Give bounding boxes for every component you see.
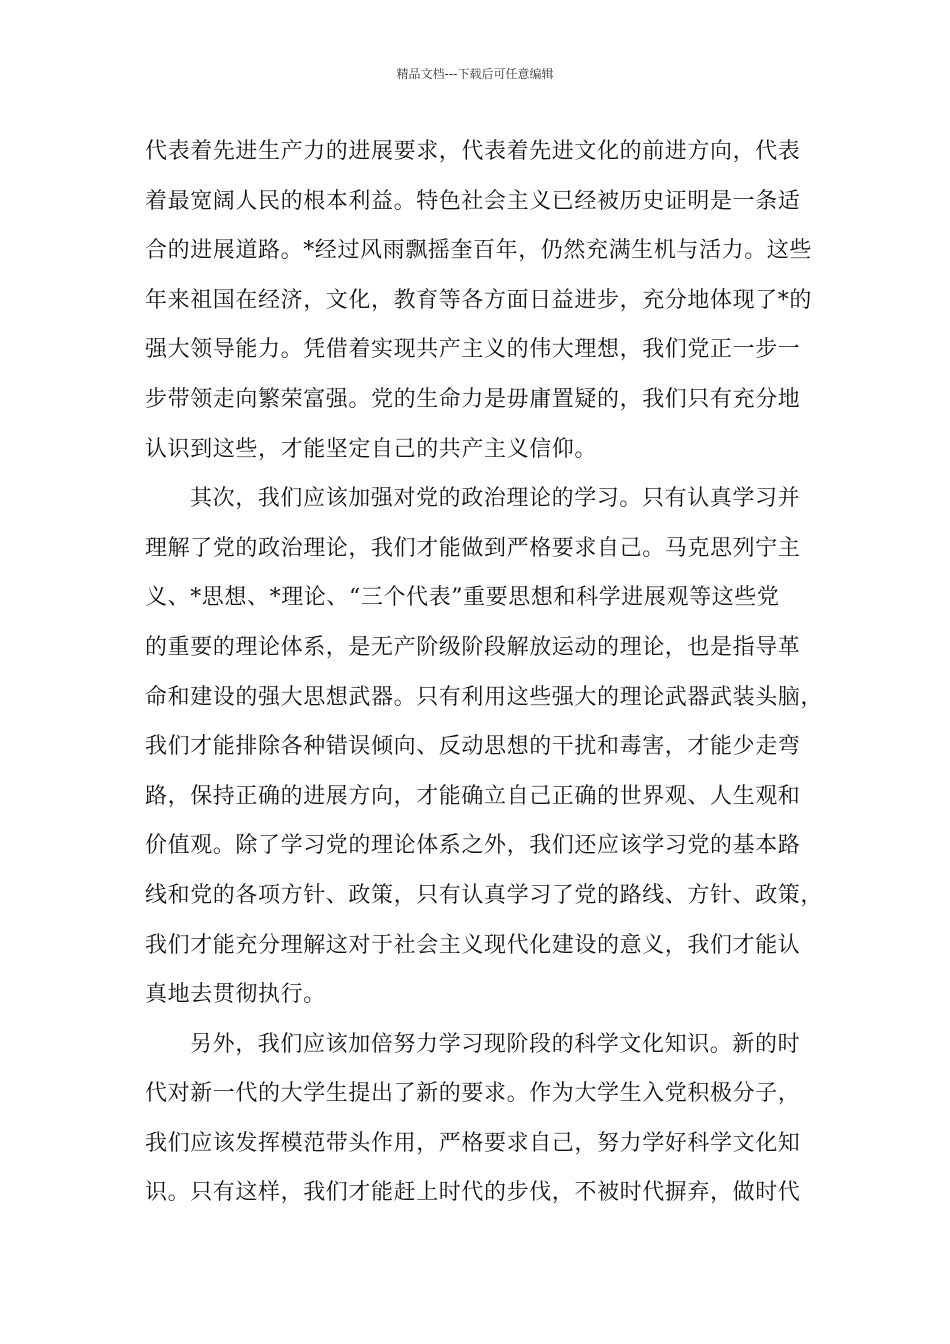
text-line: 的重要的理论体系，是无产阶级阶段解放运动的理论，也是指导革 <box>145 634 801 660</box>
text-line: 着最宽阔人民的根本利益。特色社会主义已经被历史证明是一条适 <box>145 188 801 214</box>
text-line: 我们才能排除各种错误倾向、反动思想的干扰和毒害，才能少走弯 <box>145 734 801 760</box>
text-line: 命和建设的强大思想武器。只有利用这些强大的理论武器武装头脑， <box>145 684 824 710</box>
paragraph-2 <box>145 479 825 1025</box>
text-line: 我们才能充分理解这对于社会主义现代化建设的意义，我们才能认 <box>145 932 801 958</box>
text-line: 价值观。除了学习党的理论体系之外，我们还应该学习党的基本路 <box>145 833 801 859</box>
text-line: 路，保持正确的进展方向，才能确立自己正确的世界观、人生观和 <box>145 783 801 809</box>
document-body <box>145 132 825 1223</box>
paragraph-1 <box>145 132 825 479</box>
text-line: 强大领导能力。凭借着实现共产主义的伟大理想，我们党正一步一 <box>145 337 801 363</box>
text-line: 义、*思想、*理论、“三个代表”重要思想和科学进展观等这些党 <box>145 585 780 611</box>
text-line: 识。只有这样，我们才能赶上时代的步伐，不被时代摒弃，做时代 <box>145 1180 801 1206</box>
text-line: 步带领走向繁荣富强。党的生命力是毋庸置疑的，我们只有充分地 <box>145 386 801 412</box>
text-line: 认识到这些，才能坚定自己的共产主义信仰。 <box>145 436 598 462</box>
paragraph-3 <box>145 1025 825 1223</box>
text-line: 代对新一代的大学生提出了新的要求。作为大学生入党积极分子， <box>145 1081 801 1107</box>
text-line-indented: 其次，我们应该加强对党的政治理论的学习。只有认真学习并 <box>190 486 801 512</box>
text-line-indented: 另外，我们应该加倍努力学习现阶段的科学文化知识。新的时 <box>190 1031 801 1057</box>
text-line: 我们应该发挥模范带头作用，严格要求自己，努力学好科学文化知 <box>145 1130 801 1156</box>
page-header: 精品文档---下载后可任意编辑 <box>396 67 554 81</box>
text-line: 年来祖国在经济，文化，教育等各方面日益进步，充分地体现了*的 <box>145 287 813 313</box>
text-line: 理解了党的政治理论，我们才能做到严格要求自己。马克思列宁主 <box>145 535 801 561</box>
text-line: 线和党的各项方针、政策，只有认真学习了党的路线、方针、政策， <box>145 882 824 908</box>
text-line: 代表着先进生产力的进展要求，代表着先进文化的前进方向，代表 <box>145 139 801 164</box>
text-line: 真地去贯彻执行。 <box>145 982 326 1008</box>
text-line: 合的进展道路。*经过风雨飘摇奎百年，仍然充满生机与活力。这些 <box>145 238 813 264</box>
